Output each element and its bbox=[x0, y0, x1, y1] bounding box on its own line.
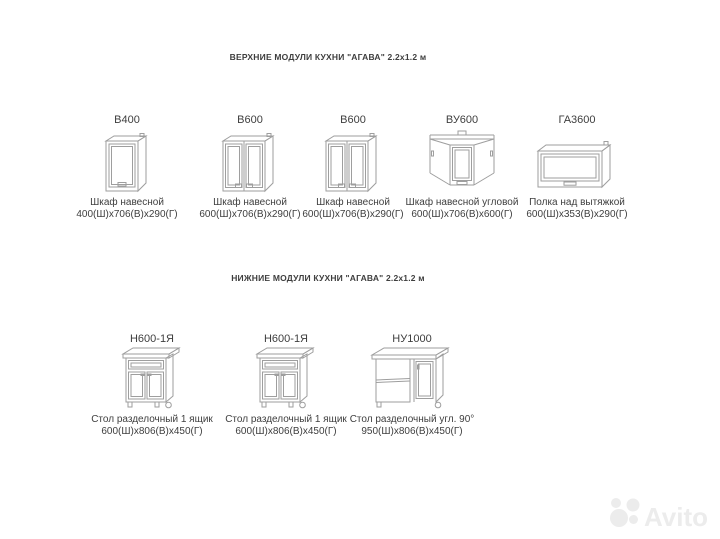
module-code: НУ1000 bbox=[392, 333, 432, 345]
wall-cabinet-corner-drawing bbox=[429, 129, 495, 193]
module-card bbox=[348, 332, 476, 437]
wall-cabinet-single-door-drawing bbox=[104, 129, 150, 193]
module-desc-line1: Стол разделочный 1 ящик bbox=[91, 414, 213, 425]
module-code: Н600-1Я bbox=[263, 333, 309, 345]
wall-cabinet-double-door-drawing bbox=[324, 129, 382, 193]
module-description bbox=[76, 197, 177, 220]
module-desc-line2: 950(Ш)х806(В)х450(Г) bbox=[361, 425, 463, 437]
module-desc-line1: Шкаф навесной bbox=[90, 197, 164, 208]
module-desc-line1: Стол разделочный 1 ящик bbox=[225, 414, 347, 425]
module-description bbox=[199, 197, 300, 220]
section-title-upper-modules: ВЕРХНИЕ МОДУЛИ КУХНИ "АГАВА" 2.2х1.2 м bbox=[229, 52, 427, 62]
module-desc-line2: 600(Ш)х806(В)х450(Г) bbox=[101, 425, 203, 437]
module-description bbox=[406, 197, 519, 220]
module-desc-line2: 600(Ш)х806(В)х450(Г) bbox=[235, 425, 337, 437]
module-desc-line1: Шкаф навесной угловой bbox=[405, 197, 519, 208]
wall-cabinet-double-door-drawing bbox=[221, 129, 279, 193]
base-cabinet-corner-drawing bbox=[370, 348, 454, 410]
hood-shelf-cabinet-drawing bbox=[536, 129, 618, 193]
module-card bbox=[398, 113, 526, 220]
module-description bbox=[225, 414, 347, 437]
module-desc-line1: Полка над вытяжкой bbox=[529, 197, 625, 208]
module-card bbox=[513, 113, 641, 220]
module-description bbox=[526, 197, 627, 220]
module-description bbox=[302, 197, 403, 220]
avito-watermark bbox=[608, 495, 712, 531]
base-cabinet-drawer-doors-drawing bbox=[255, 348, 317, 410]
module-card bbox=[88, 332, 216, 437]
module-desc-line2: 400(Ш)х706(В)х290(Г) bbox=[76, 208, 178, 220]
module-code: ГА3600 bbox=[558, 114, 596, 126]
module-code: ВУ600 bbox=[445, 114, 479, 126]
module-description bbox=[91, 414, 213, 437]
module-desc-line2: 600(Ш)х706(В)х290(Г) bbox=[302, 208, 404, 220]
module-code: В400 bbox=[114, 114, 140, 126]
module-desc-line1: Шкаф навесной bbox=[316, 197, 390, 208]
module-code: В600 bbox=[340, 114, 366, 126]
module-code: Н600-1Я bbox=[129, 333, 175, 345]
section-title-lower-modules: НИЖНИЕ МОДУЛИ КУХНИ "АГАВА" 2.2х1.2 м bbox=[231, 273, 425, 283]
avito-watermark-text: Avito bbox=[644, 502, 709, 531]
module-desc-line2: 600(Ш)х353(В)х290(Г) bbox=[526, 208, 628, 220]
avito-logo-icon bbox=[608, 495, 712, 531]
module-description bbox=[350, 414, 475, 437]
module-desc-line1: Стол разделочный угл. 90° bbox=[349, 414, 475, 425]
module-card bbox=[63, 113, 191, 220]
module-card bbox=[222, 332, 350, 437]
base-cabinet-drawer-doors-drawing bbox=[121, 348, 183, 410]
module-desc-line1: Шкаф навесной bbox=[213, 197, 287, 208]
module-desc-line2: 600(Ш)х706(В)х600(Г) bbox=[411, 208, 513, 220]
module-code: В600 bbox=[237, 114, 263, 126]
module-desc-line2: 600(Ш)х706(В)х290(Г) bbox=[199, 208, 301, 220]
